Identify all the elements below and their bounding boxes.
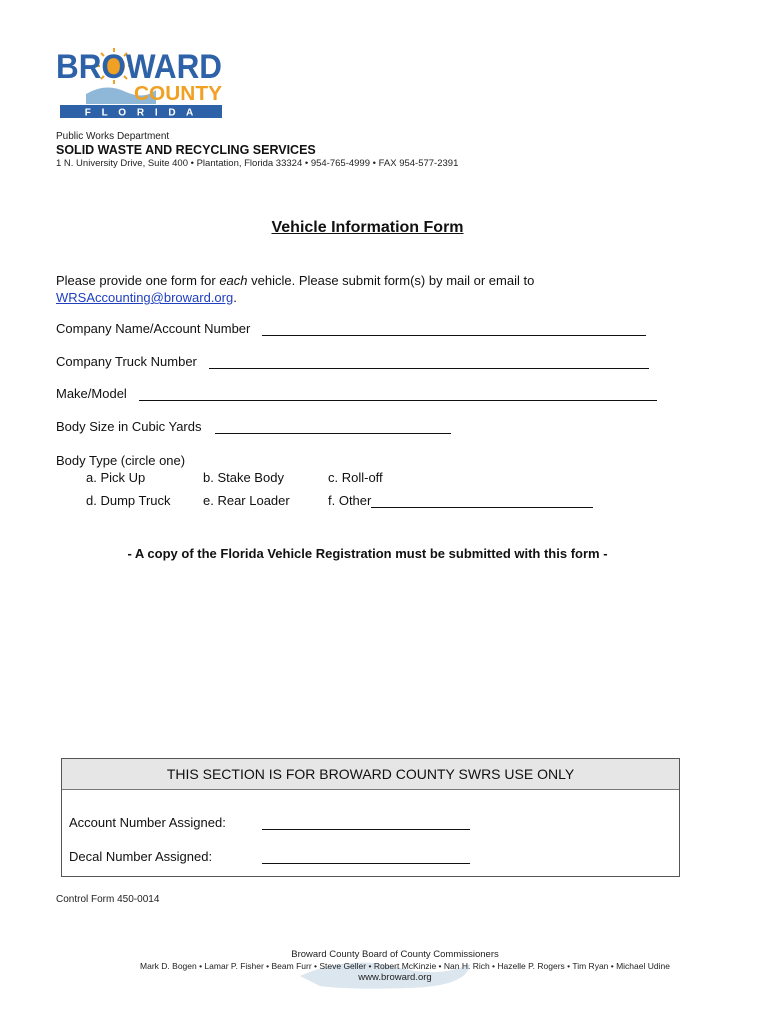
submission-email-link[interactable]: WRSAccounting@broward.org [56, 290, 234, 305]
broward-logo-graphic [56, 44, 224, 120]
company-name-label: Company Name/Account Number [56, 321, 251, 336]
broward-county-logo [56, 44, 224, 120]
body-type-option-other[interactable] [328, 493, 593, 508]
decal-assigned-label: Decal Number Assigned: [69, 849, 213, 864]
truck-number-label: Company Truck Number [56, 354, 197, 369]
account-assigned-label: Account Number Assigned: [69, 815, 226, 830]
body-size-line[interactable] [215, 422, 451, 434]
logo-florida-text: F L O R I D A [84, 107, 198, 119]
registration-notice: - A copy of the Florida Vehicle Registration must be submitted with this form - [127, 546, 608, 561]
control-form-number: Control Form 450-0014 [56, 894, 160, 905]
other-label: f. Other [328, 493, 372, 508]
body-type-option-pick-up[interactable]: a. Pick Up [86, 470, 146, 485]
email-suffix: . [233, 290, 237, 305]
body-size-field [56, 419, 451, 434]
company-name-line[interactable] [262, 324, 646, 336]
body-type-option-rear-loader[interactable]: e. Rear Loader [203, 493, 290, 508]
account-assigned-line[interactable] [262, 818, 470, 830]
footer-board: Broward County Board of County Commissioners [291, 949, 499, 960]
office-use-heading: THIS SECTION IS FOR BROWARD COUNTY SWRS USE ONLY [62, 759, 679, 790]
instructions-text-post: vehicle. Please submit form(s) by mail or email to [247, 273, 535, 288]
body-type-option-roll-off[interactable]: c. Roll-off [328, 470, 383, 485]
company-name-field [56, 321, 646, 336]
instructions-text-pre: Please provide one form for [56, 273, 220, 288]
truck-number-line[interactable] [209, 357, 649, 369]
body-type-option-dump-truck[interactable]: d. Dump Truck [86, 493, 171, 508]
make-model-field [56, 386, 657, 401]
make-model-label: Make/Model [56, 386, 127, 401]
footer-website[interactable]: www.broward.org [358, 972, 432, 983]
logo-county-text: COUNTY [134, 83, 223, 105]
instructions-emphasis: each [219, 273, 248, 288]
other-line[interactable] [371, 496, 593, 508]
logo-broward-text: BROWARD [56, 48, 222, 86]
department-address: 1 N. University Drive, Suite 400 • Plantation, Florida 33324 • 954-765-4999 • FAX 954-577-2391 [56, 158, 459, 169]
make-model-line[interactable] [139, 389, 657, 401]
division-name: SOLID WASTE AND RECYCLING SERVICES [56, 143, 316, 157]
footer-commissioners: Mark D. Bogen • Lamar P. Fisher • Beam Furr • Steve Geller • Robert McKinzie • Nan H. Rich • Hazelle P. Rogers • Tim Ryan • Michael Udine [140, 961, 670, 971]
office-use-section [61, 758, 680, 877]
form-title: Vehicle Information Form [271, 219, 464, 236]
body-type-label: Body Type (circle one) [56, 453, 186, 468]
body-type-option-stake-body[interactable]: b. Stake Body [203, 470, 284, 485]
body-size-label: Body Size in Cubic Yards [56, 419, 202, 434]
form-instructions [56, 272, 696, 306]
decal-assigned-line[interactable] [262, 852, 470, 864]
truck-number-field [56, 354, 649, 369]
department-name: Public Works Department [56, 131, 170, 142]
